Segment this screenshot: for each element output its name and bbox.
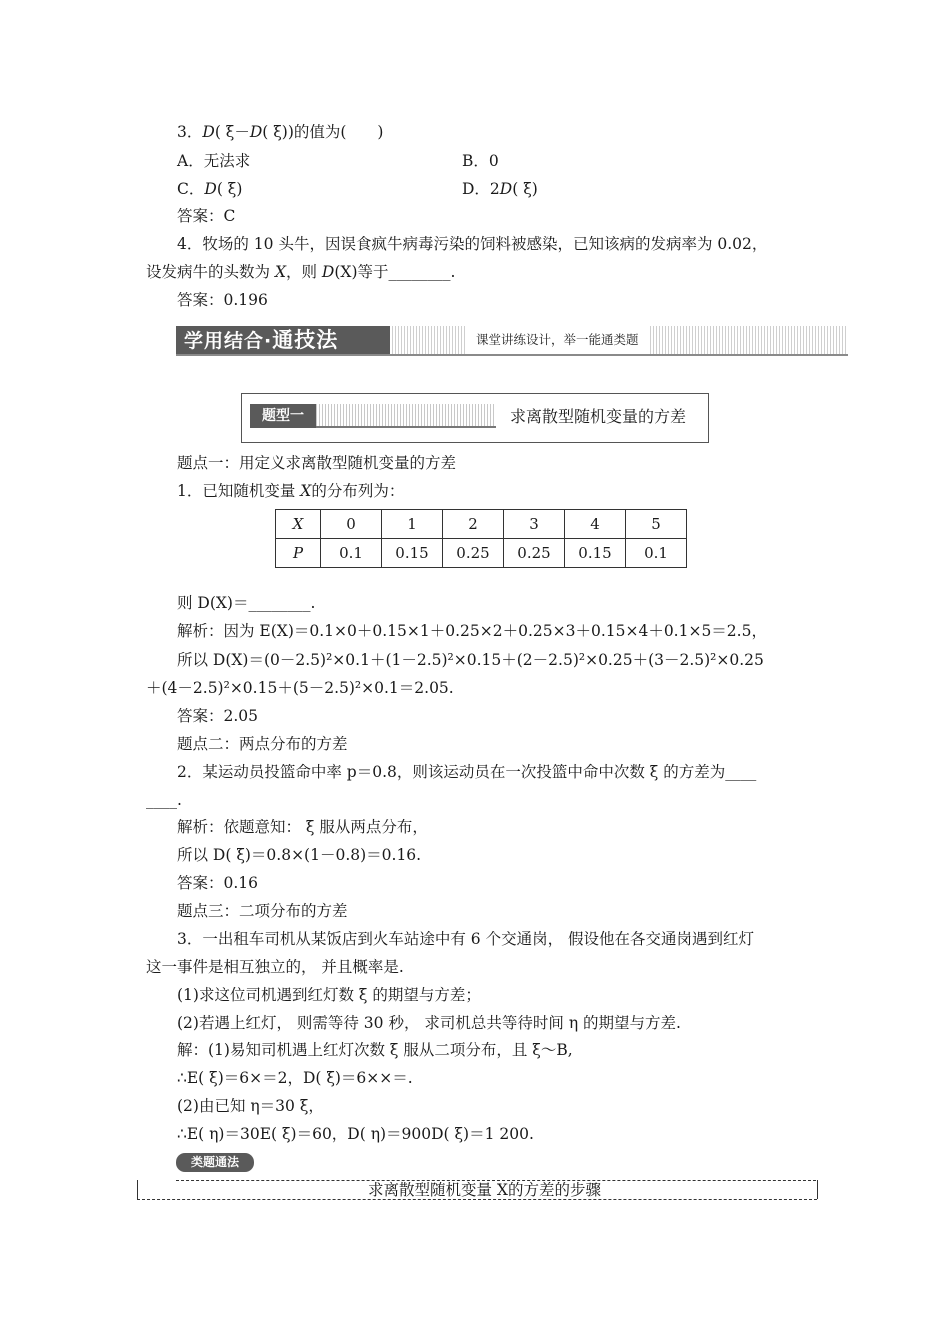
table-row-header-p: P: [276, 539, 321, 568]
q3-option-c: [177, 179, 242, 199]
method-bracket-right: [812, 1180, 818, 1199]
p3-solution-line2: ∴E( ξ)＝6×＝2，D( ξ)＝6××＝.: [177, 1069, 413, 1087]
table-row: [276, 510, 687, 539]
q3-answer: 答案：C: [177, 207, 236, 225]
table-cell: 3: [504, 510, 565, 539]
q3-option-d: [462, 179, 538, 199]
p2-answer: 答案：0.16: [177, 874, 259, 892]
q4-line2-func: D: [321, 263, 335, 281]
p1-stem-end: 的分布列为：: [311, 482, 405, 500]
q4-line2-start: 设发病牛的头数为: [146, 263, 275, 281]
q3-option-a: A．无法求: [177, 152, 251, 170]
p1-solution-line1: 解析：因为 E(X)＝0.1×0＋0.15×1＋0.25×2＋0.25×3＋0.15×4＋0.1×5＝2.5，: [177, 622, 767, 640]
table-cell: 2: [443, 510, 504, 539]
q4-line2-var: X: [274, 263, 286, 281]
q3-option-d-arg: ( ξ): [512, 180, 538, 198]
p3-subquestion-1: (1)求这位司机遇到红灯数 ξ 的期望与方差；: [177, 986, 481, 1004]
p2-solution-line2: 所以 D( ξ)＝0.8×(1－0.8)＝0.16.: [177, 846, 422, 864]
q3-option-c-arg: ( ξ): [216, 180, 243, 198]
q3-option-c-label: C．: [177, 180, 205, 198]
q3-option-c-func: D: [204, 180, 217, 198]
table-cell: 0.25: [504, 539, 565, 568]
section-banner-subtitle: 课堂讲练设计，举一能通类题: [466, 326, 649, 354]
table-row-header-x: X: [276, 510, 321, 539]
p1-solution-line3: ＋(4－2.5)²×0.15＋(5－2.5)²×0.1＝2.05.: [146, 679, 454, 697]
p1-answer: 答案：2.05: [177, 707, 259, 725]
q3-stem-mid: ( ξ－: [214, 123, 250, 141]
section-banner-title-a: 学用结合·: [184, 330, 273, 352]
section-banner-title: [176, 326, 390, 354]
section-banner-title-b: 通技法: [272, 328, 339, 352]
p2-stem-line2: ____.: [146, 791, 182, 809]
table-cell: 5: [626, 510, 687, 539]
question-type-tag: 题型一: [250, 404, 316, 428]
method-tag: 类题通法: [176, 1153, 254, 1172]
table-cell: 0.1: [321, 539, 382, 568]
table-cell: 4: [565, 510, 626, 539]
p1-stem: [177, 481, 404, 501]
p3-solution-line1: 解：(1)易知司机遇上红灯次数 ξ 服从二项分布，且 ξ～B,: [177, 1041, 573, 1059]
q4-line2-end: 等于________.: [357, 263, 456, 281]
p3-solution-line4: ∴E( η)＝30E( ξ)＝60，D( η)＝900D( ξ)＝1 200.: [177, 1125, 534, 1143]
table-cell: 0: [321, 510, 382, 539]
p3-stem-line1: 3．一出租车司机从某饭店到火车站途中有 6 个交通岗， 假设他在各交通岗遇到红灯: [177, 930, 755, 948]
p3-heading: 题点三：二项分布的方差: [177, 902, 348, 920]
method-title: 求离散型随机变量 X的方差的步骤: [368, 1181, 601, 1199]
question-type-title: 求离散型随机变量的方差: [510, 407, 687, 426]
q4-line2-mid: ，则: [285, 263, 322, 281]
q3-stem-func2: D: [249, 123, 263, 141]
table-row: [276, 539, 687, 568]
q4-stem-line1: 4．牧场的 10 头牛，因误食疯牛病毒污染的饲料被感染，已知该病的发病率为 0.02，: [177, 235, 768, 253]
table-cell: 0.25: [443, 539, 504, 568]
p3-stem-line2: 这一事件是相互独立的， 并且概率是.: [146, 958, 404, 976]
question-type-box: [241, 393, 709, 443]
p2-solution-line1: 解析：依题意知： ξ 服从两点分布，: [177, 818, 428, 836]
table-cell: 1: [382, 510, 443, 539]
p1-ask: 则 D(X)＝________.: [177, 594, 316, 612]
p2-heading: 题点二：两点分布的方差: [177, 735, 348, 753]
method-bracket-left: [137, 1180, 143, 1199]
p1-stem-start: 1．已知随机变量: [177, 482, 301, 500]
distribution-table: [275, 509, 687, 568]
q3-stem: [177, 122, 383, 142]
p1-solution-line2: 所以 D(X)＝(0－2.5)²×0.1＋(1－2.5)²×0.15＋(2－2.5)²×0.25＋(3－2.5)²×0.25: [177, 651, 764, 669]
method-divider-bottom: [137, 1199, 817, 1200]
q3-option-b: B．0: [462, 152, 499, 170]
table-cell: 0.15: [382, 539, 443, 568]
q3-option-d-func: D: [499, 180, 513, 198]
q4-line2-arg: (X): [334, 263, 358, 281]
table-cell: 0.15: [565, 539, 626, 568]
q4-answer: 答案：0.196: [177, 291, 268, 309]
question-type-bar: [316, 404, 496, 428]
p3-solution-line3: (2)由已知 η＝30 ξ，: [177, 1097, 324, 1115]
q3-stem-end: ( ξ))的值为( ): [262, 123, 384, 141]
p1-heading: 题点一：用定义求离散型随机变量的方差: [177, 454, 457, 472]
q3-stem-func: D: [202, 123, 215, 141]
p2-stem-line1: 2．某运动员投篮命中率 p＝0.8，则该运动员在一次投篮中命中次数 ξ 的方差为____: [177, 763, 757, 781]
p1-stem-var: X: [300, 482, 312, 500]
q4-stem-line2: [146, 262, 455, 282]
p3-subquestion-2: (2)若遇上红灯， 则需等待 30 秒， 求司机总共等待时间 η 的期望与方差.: [177, 1014, 681, 1032]
section-banner: [176, 326, 848, 356]
q3-stem-num: 3．: [177, 123, 203, 141]
q3-option-d-label: D．2: [462, 180, 500, 198]
table-cell: 0.1: [626, 539, 687, 568]
